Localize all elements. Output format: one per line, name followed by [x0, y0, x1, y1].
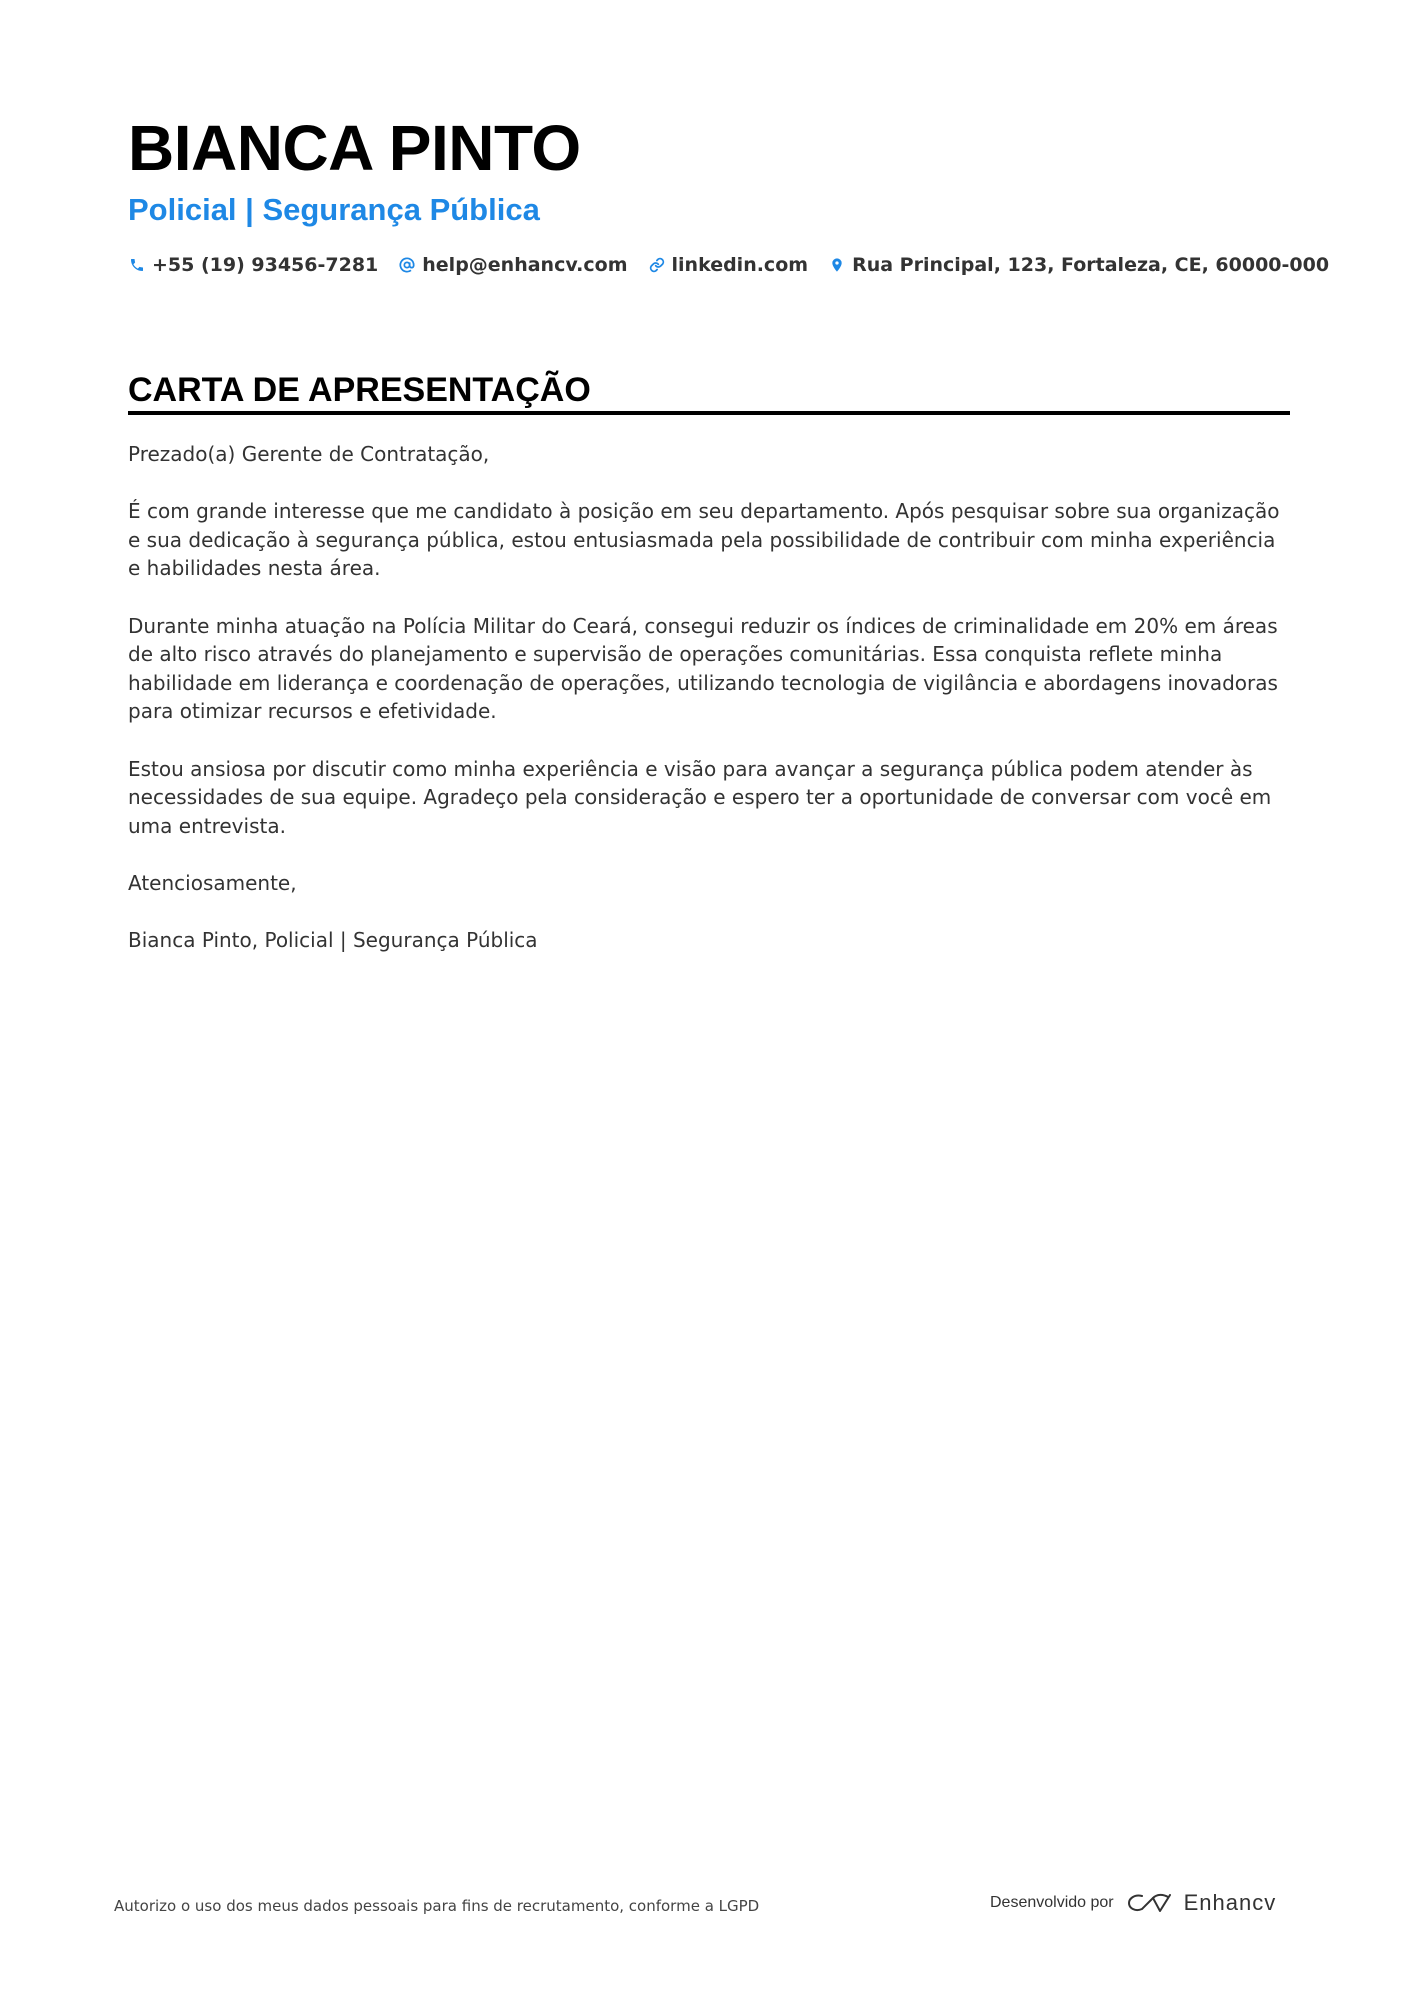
- contact-linkedin[interactable]: [648, 254, 809, 276]
- contact-phone-text: +55 (19) 93456-7281: [152, 254, 379, 276]
- letter-closing: Atenciosamente,: [128, 870, 297, 895]
- footer-consent: Autorizo o uso dos meus dados pessoais para fins de recrutamento, conforme a LGPD: [114, 1897, 760, 1915]
- contact-address-text: Rua Principal, 123, Fortaleza, CE, 60000-000: [852, 254, 1330, 276]
- contact-phone[interactable]: [128, 254, 378, 276]
- phone-icon: [128, 256, 146, 274]
- section-title: CARTA DE APRESENTAÇÃO: [128, 371, 591, 409]
- letter-signature: Bianca Pinto, Policial | Segurança Pública: [128, 928, 538, 953]
- letter-paragraph-1: É com grande interesse que me candidato à posição em seu departamento. Após pesquisar sobre sua organização e sua dedicação à segurança pública, estou entusiasmada pela possibilidade de contribuir com minha experiência e habilidades nesta área.: [128, 499, 1280, 581]
- contact-email-text: help@enhancv.com: [422, 254, 628, 276]
- contact-email[interactable]: [398, 254, 627, 276]
- enhancv-logo-icon: [1126, 1890, 1174, 1916]
- enhancv-logo-text: Enhancv: [1183, 1890, 1277, 1915]
- contact-address: [828, 254, 1329, 276]
- contact-bar: [128, 254, 1349, 276]
- link-icon: [648, 256, 666, 274]
- letter-body: [128, 440, 1290, 983]
- candidate-name: BIANCA PINTO: [128, 112, 581, 184]
- footer-brand[interactable]: [990, 1890, 1276, 1916]
- letter-paragraph-3: Estou ansiosa por discutir como minha experiência e visão para avançar a segurança pública podem atender às necessidades de sua equipe. Agradeço pela consideração e espero ter a oportunidade de conversar com você em uma entrevista.: [128, 756, 1272, 838]
- powered-by-label: Desenvolvido por: [990, 1894, 1114, 1911]
- at-icon: [398, 256, 416, 274]
- letter-paragraph-2: Durante minha atuação na Polícia Militar do Ceará, consegui reduzir os índices de criminalidade em 20% em áreas de alto risco através do planejamento e supervisão de operações comunitárias. Essa conquista reflete minha habilidade em liderança e coordenação de operações, utilizando tecnologia de vigilância e abordagens inovadoras para otimizar recursos e efetividade.: [128, 613, 1278, 724]
- contact-linkedin-text: linkedin.com: [671, 254, 809, 276]
- location-pin-icon: [828, 256, 846, 274]
- section-divider: [128, 411, 1290, 415]
- letter-greeting: Prezado(a) Gerente de Contratação,: [128, 442, 490, 466]
- candidate-role: Policial | Segurança Pública: [128, 192, 540, 227]
